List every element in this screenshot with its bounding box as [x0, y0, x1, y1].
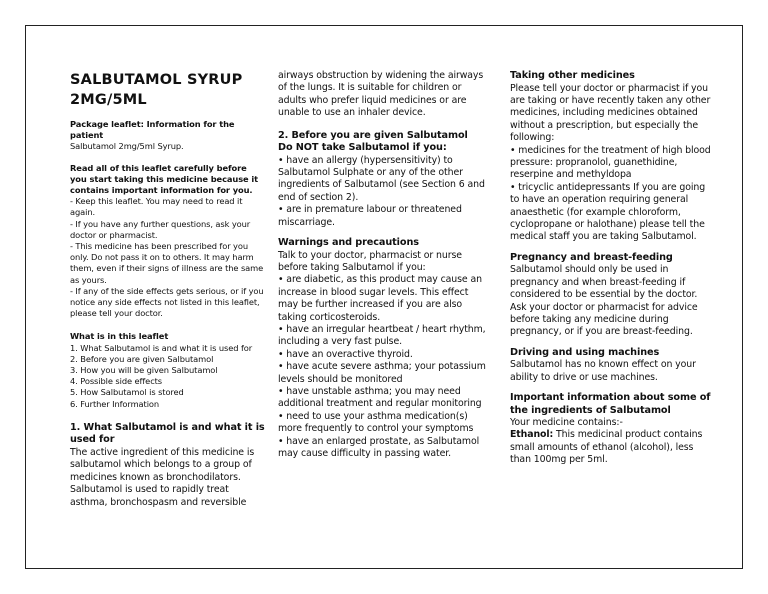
pregnancy-heading: Pregnancy and breast-feeding — [510, 251, 673, 263]
ingredients-text: Your medicine contains:- — [510, 417, 623, 429]
other-medicines-heading: Taking other medicines — [510, 70, 635, 81]
section-1-continued: airways obstruction by widening the airways of the lungs. It is suitable for children or adults who prefer liquid medicines or are unable to use an inhaler device. — [278, 70, 484, 119]
ethanol-text: This medicinal product contains small amounts of ethanol (alcohol), less than 100mg per 5ml. — [510, 429, 703, 466]
ingredients-heading: Important information about some of the ingredients of Salbutamol — [510, 392, 711, 416]
ethanol-label: Ethanol: — [510, 429, 554, 441]
leaflet-heading: Package leaflet: Information for the patient — [70, 119, 235, 141]
contents-item: 4. Possible side effects — [70, 376, 163, 387]
section-2-heading: 2. Before you are given Salbutamol Do NOT take Salbutamol if you: — [278, 129, 468, 154]
read-point-2: - If you have any further questions, ask your doctor or pharmacist. — [70, 218, 251, 240]
document-title — [70, 70, 266, 110]
section-2-text: • have an allergy (hypersensitivity) to Salbutamol Sulphate or any of the other ingredients of Salbutamol (see Section 6 and end of section 2). • are in premature labour or threatened miscarriage. — [278, 154, 485, 228]
title-line-2: 2MG/5ML — [70, 92, 147, 108]
contents-list — [70, 343, 266, 410]
other-medicines-text: Please tell your doctor or pharmacist if you are taking or have recently taken any other medicines, including medicines obtained without a prescription, but especially the following: • medicines for the treatment of high blood pressure: propranolol, guanethidine, reserpine and methyldopa • tricyclic antidepressants If you are going to have an operation requiring general anaesthetic (for example chloroform, cyclopropane or halothane) please tell the medical staff you are taking Salbutamol. — [510, 82, 711, 243]
read-point-1: - Keep this leaflet. You may need to read it again. — [70, 196, 243, 218]
section-1-text: The active ingredient of this medicine is salbutamol which belongs to a group of medicines known as bronchodilators. Salbutamol is used to rapidly treat asthma, bronchospasm and reversible — [70, 446, 255, 508]
column-1 — [70, 70, 266, 509]
leaflet-subtitle: Salbutamol 2mg/5ml Syrup. — [70, 141, 184, 152]
contents-item: 1. What Salbutamol is and what it is used for — [70, 342, 253, 353]
warnings-text: Talk to your doctor, pharmacist or nurse before taking Salbutamol if you: • are diabetic, as this product may cause an increase in blood sugar levels. This effect may be further increased if you are also taking corticosteroids. • have an irregular heartbeat / heart rhythm, including a very fast pulse. • have an overactive thyroid. • have acute severe asthma; your potassium levels should be monitored • have unstable asthma; you may need additional treatment and regular monitoring • need to use your asthma medication(s) more frequently to control your symptoms • have an enlarged prostate, as Salbutamol may cause difficulty in passing water. — [278, 249, 486, 460]
contents-item: 6. Further Information — [70, 398, 160, 409]
title-line-1: SALBUTAMOL SYRUP — [70, 72, 243, 88]
column-2 — [278, 70, 486, 460]
read-point-3: - This medicine has been prescribed for you only. Do not pass it on to others. It may harm them, even if their signs of illness are the same as yours. — [70, 241, 264, 285]
contents-heading: What is in this leaflet — [70, 331, 169, 342]
driving-text: Salbutamol has no known effect on your ability to drive or use machines. — [510, 359, 696, 383]
leaflet-page — [25, 25, 743, 569]
read-point-4: - If any of the side effects gets serious, or if you notice any side effects not listed in this leaflet, please tell your doctor. — [70, 285, 264, 319]
contents-item: 2. Before you are given Salbutamol — [70, 353, 214, 364]
column-3 — [510, 70, 714, 467]
driving-heading: Driving and using machines — [510, 346, 660, 358]
ethanol-note — [510, 429, 714, 466]
section-1-heading: 1. What Salbutamol is and what it is used for — [70, 421, 265, 446]
pregnancy-text: Salbutamol should only be used in pregnancy and when breast-feeding if considered to be essential by the doctor. Ask your doctor or pharmacist for advice before taking any medicine during pregnancy, or if you are breast-feeding. — [510, 264, 698, 338]
read-carefully-notice: Read all of this leaflet carefully before you start taking this medicine because it contains important information for you. — [70, 162, 258, 196]
warnings-heading: Warnings and precautions — [278, 237, 419, 249]
contents-item: 3. How you will be given Salbutamol — [70, 365, 218, 376]
contents-item: 5. How Salbutamol is stored — [70, 387, 184, 398]
